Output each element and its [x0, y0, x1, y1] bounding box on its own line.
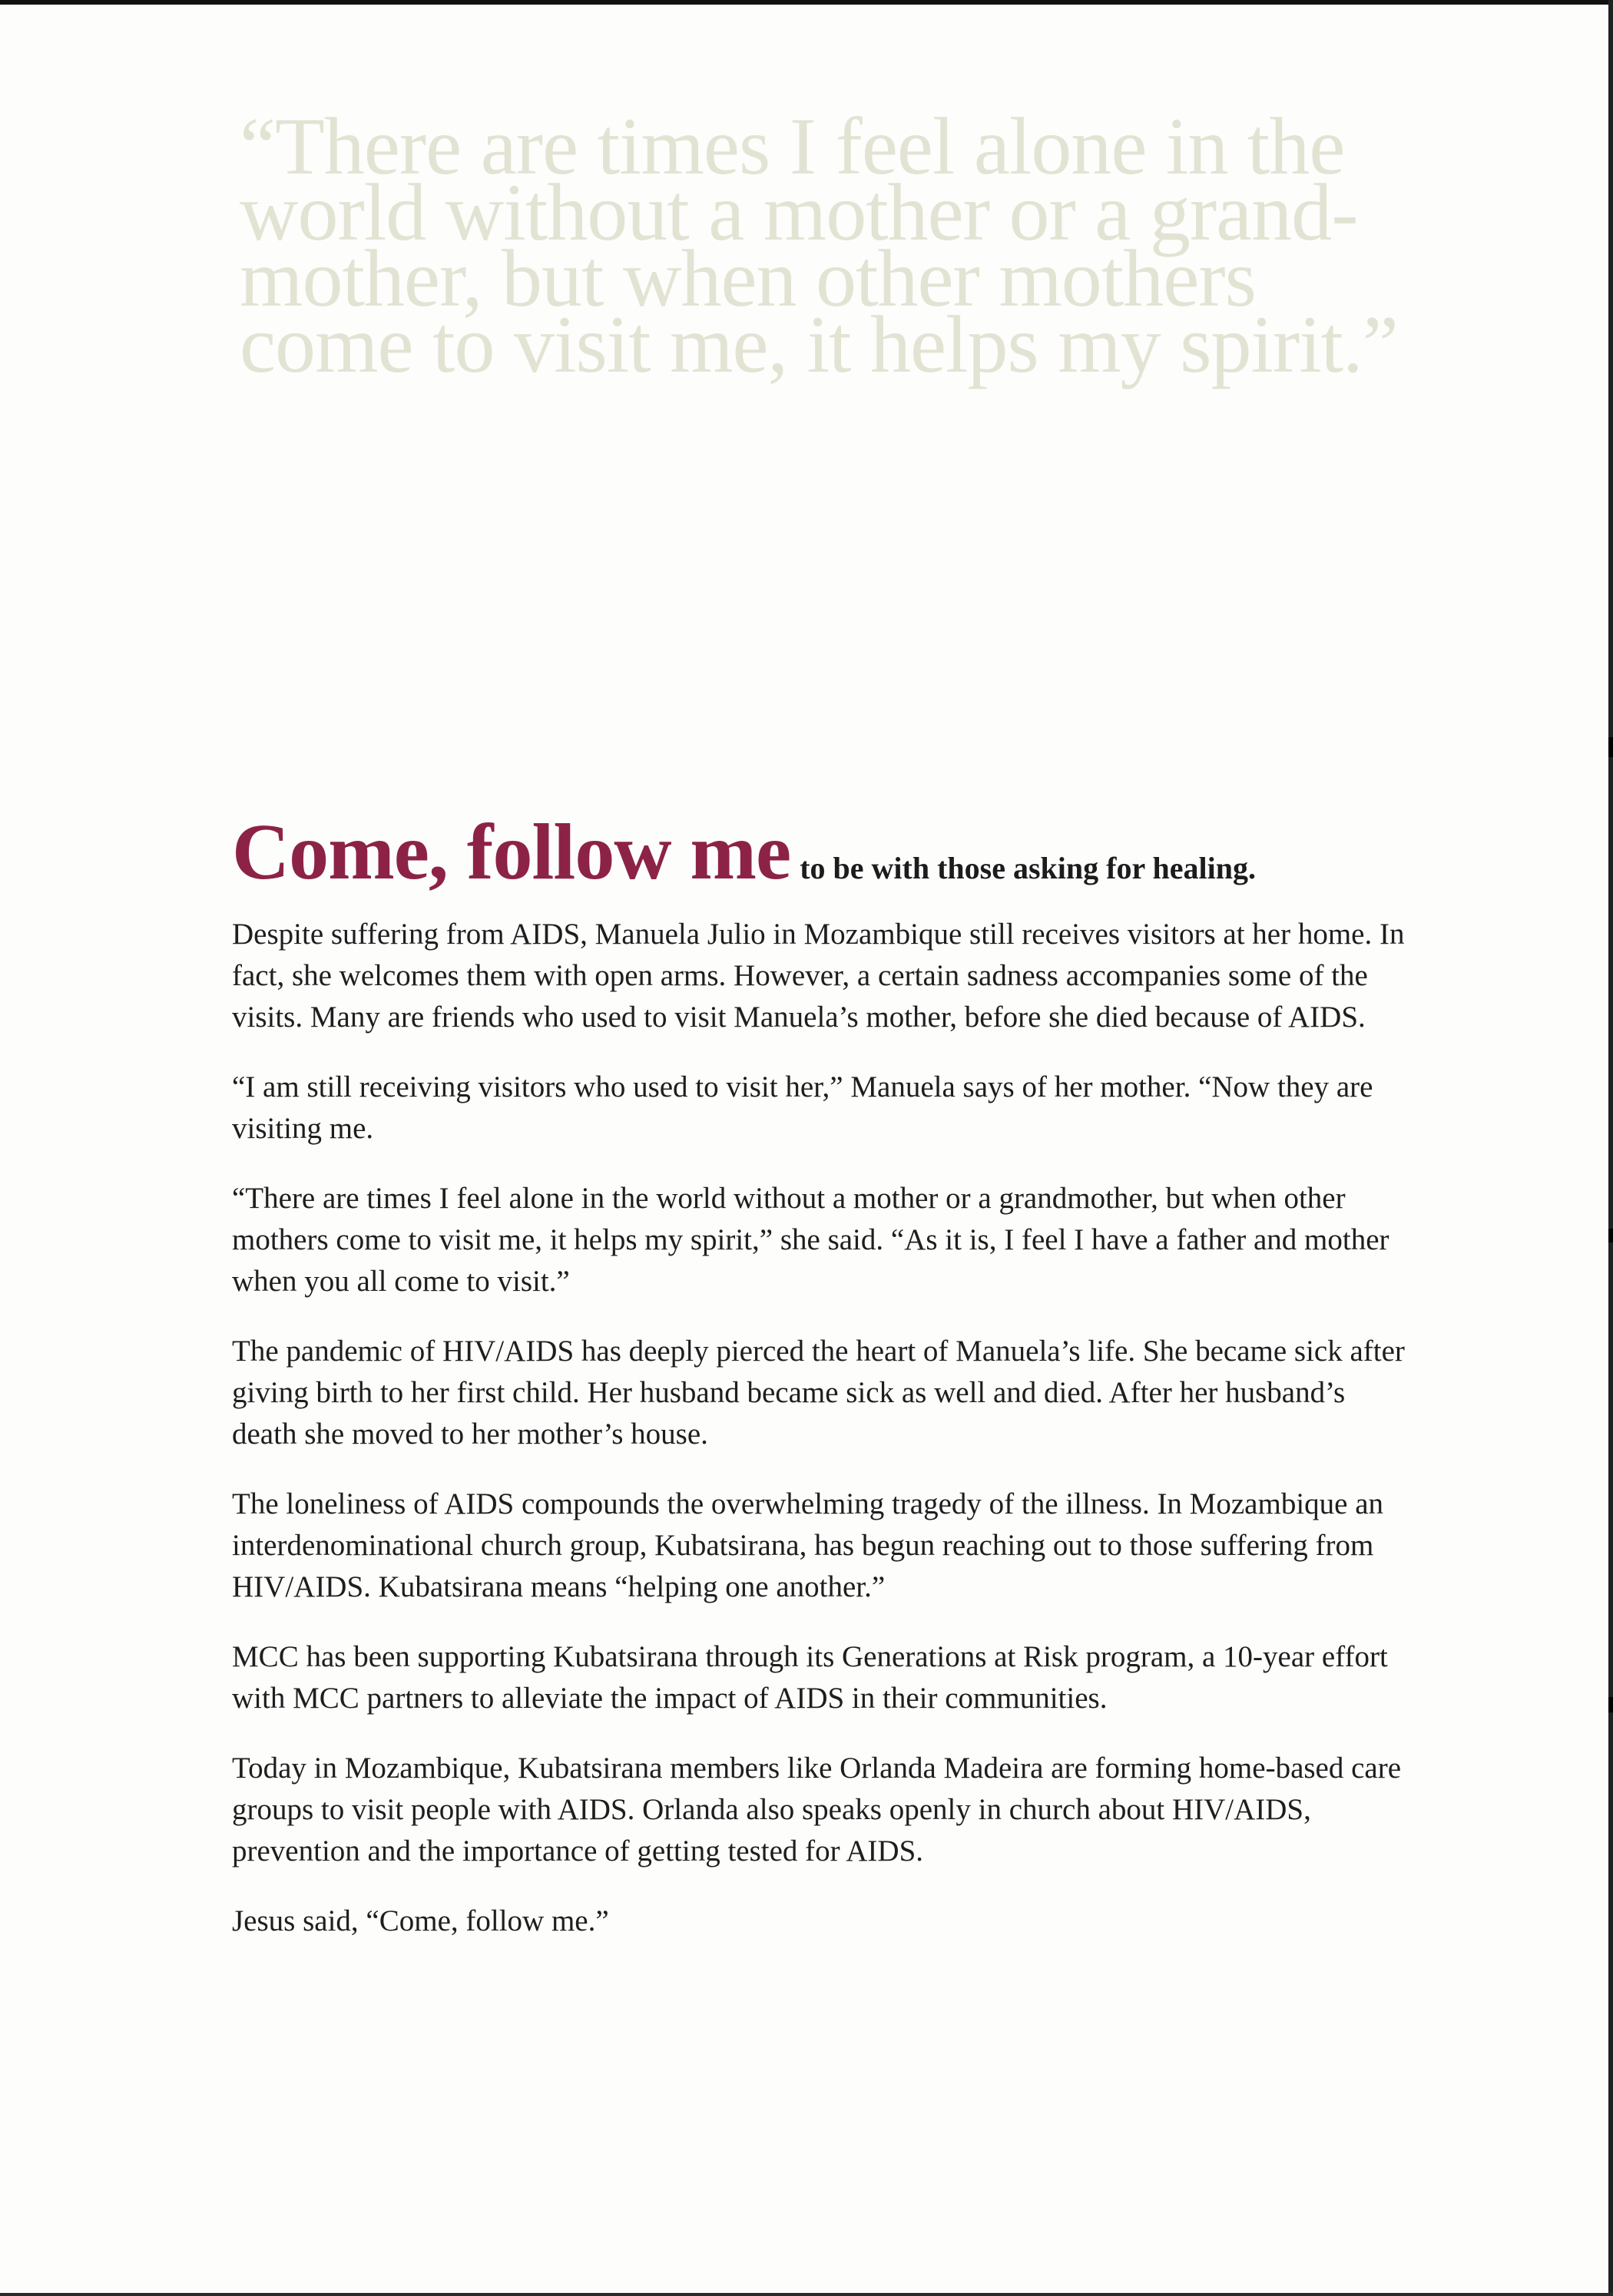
- paragraph: “I am still receiving visitors who used to visit her,” Manuela says of her mother. “Now they are visiting me.: [232, 1070, 1373, 1145]
- scan-mark: [1608, 737, 1613, 757]
- paragraph: The pandemic of HIV/AIDS has deeply pierced the heart of Manuela’s life. She became sick after giving birth to her first child. Her husband became sick as well and died. After her husband’s death she moved to her mother’s house.: [232, 1335, 1405, 1451]
- scan-mark: [1608, 1697, 1613, 1712]
- scan-edge-bottom: [0, 2293, 1613, 2296]
- paragraph: “There are times I feel alone in the world without a mother or a grandmother, but when other mothers come to visit me, it helps my spirit,” she said. “As it is, I feel I have a father and mother when you all come to visit.”: [232, 1182, 1389, 1298]
- scan-mark: [1608, 1229, 1613, 1242]
- paragraph: MCC has been supporting Kubatsirana through its Generations at Risk program, a 10-year effort with MCC partners to alleviate the impact of AIDS in their communities.: [232, 1640, 1388, 1715]
- paragraph: The loneliness of AIDS compounds the overwhelming tragedy of the illness. In Mozambique an interdenominational church group, Kubatsirana, has begun reaching out to those suffering from HIV/AIDS. Kubatsirana means “helping one another.”: [232, 1487, 1384, 1603]
- pull-quote: “There are times I feel alone in the world without a mother or a grand-mother, but when other mothers come to visit me, it helps my spirit.”: [240, 101, 1398, 389]
- paragraph: Despite suffering from AIDS, Manuela Julio in Mozambique still receives visitors at her home. In fact, she welcomes them with open arms. However, a certain sadness accompanies some of the visits. Many are friends who used to visit Manuela’s mother, before she died because of AIDS.: [232, 918, 1405, 1034]
- paragraph: Jesus said, “Come, follow me.”: [232, 1904, 609, 1937]
- scan-edge-top: [0, 0, 1613, 5]
- headline-sub: to be with those asking for healing.: [800, 851, 1256, 885]
- scan-edge-right: [1608, 0, 1613, 2296]
- headline-main: Come, follow me: [232, 808, 791, 896]
- headline: [232, 806, 1461, 898]
- paragraph: Today in Mozambique, Kubatsirana members like Orlanda Madeira are forming home-based care groups to visit people with AIDS. Orlanda also speaks openly in church about HIV/AIDS, prevention and the importance of getting tested for AIDS.: [232, 1752, 1402, 1868]
- article-body: [232, 914, 1415, 1970]
